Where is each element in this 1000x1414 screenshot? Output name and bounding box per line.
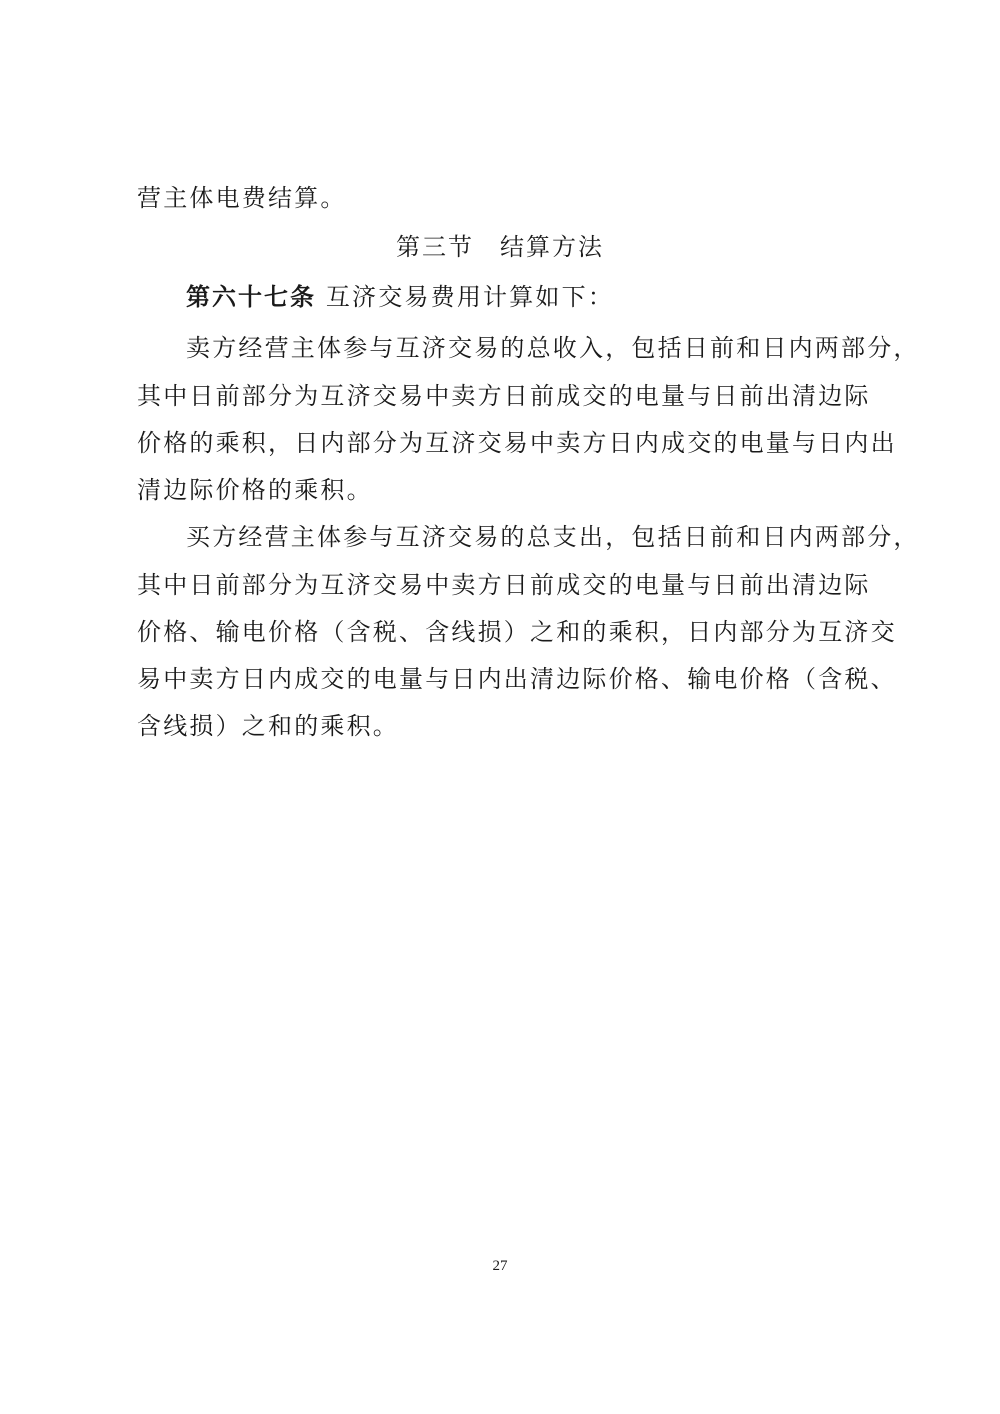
paragraph-1-line-3: 价格的乘积，日内部分为互济交易中卖方日内成交的电量与日内出	[137, 429, 897, 457]
paragraph-2-line-5: 含线损）之和的乘积。	[137, 712, 399, 740]
paragraph-2-line-3: 价格、输电价格（含税、含线损）之和的乘积，日内部分为互济交	[137, 618, 897, 646]
article-heading-line	[186, 282, 614, 312]
continuation-line: 营主体电费结算。	[137, 184, 347, 212]
section-heading: 第三节 结算方法	[396, 233, 604, 261]
article-intro-text: 互济交易费用计算如下：	[316, 283, 615, 311]
paragraph-2-line-4: 易中卖方日内成交的电量与日内出清边际价格、输电价格（含税、	[137, 665, 897, 693]
paragraph-2-line-2: 其中日前部分为互济交易中卖方日前成交的电量与日前出清边际	[137, 571, 871, 599]
paragraph-1-line-2: 其中日前部分为互济交易中卖方日前成交的电量与日前出清边际	[137, 382, 871, 410]
page-number: 27	[492, 1258, 508, 1274]
paragraph-2-line-1: 买方经营主体参与互济交易的总支出，包括日前和日内两部分，	[186, 523, 920, 551]
article-label: 第六十七条	[186, 283, 316, 311]
paragraph-1-line-4: 清边际价格的乘积。	[137, 476, 373, 504]
paragraph-1-line-1: 卖方经营主体参与互济交易的总收入，包括日前和日内两部分，	[186, 334, 920, 362]
